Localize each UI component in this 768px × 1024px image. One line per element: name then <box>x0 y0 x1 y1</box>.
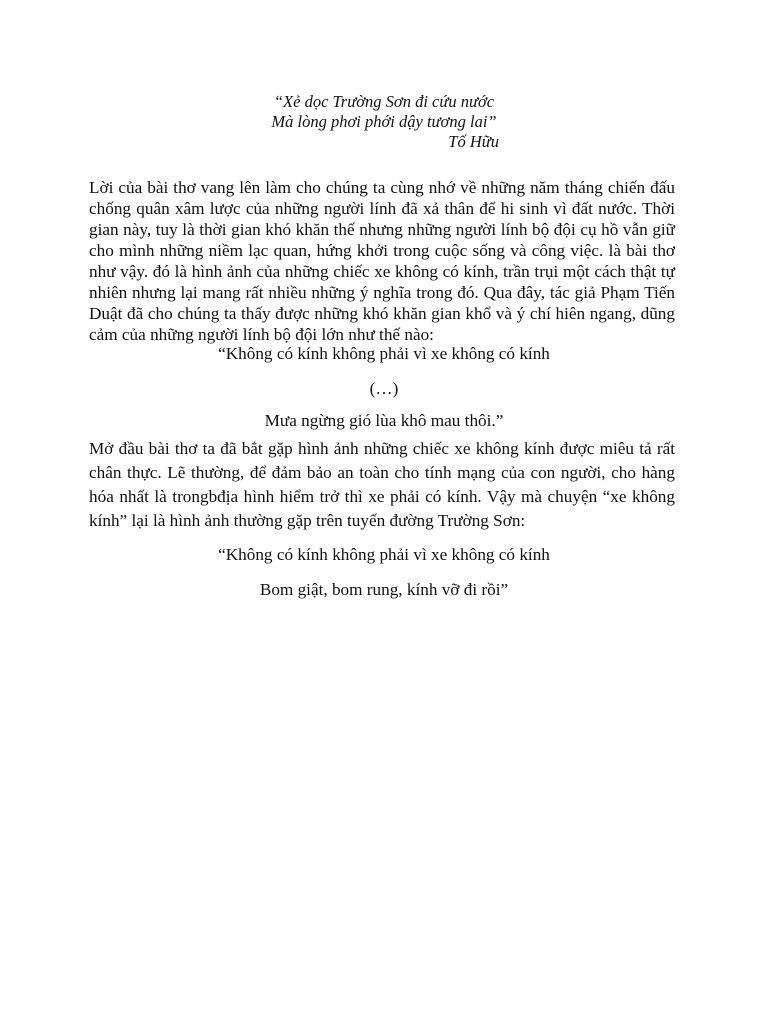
epigraph-line-2: Mà lòng phơi phới dậy tương lai” <box>271 112 497 131</box>
epigraph-line-1: “Xẻ dọc Trường Sơn đi cứu nước <box>273 92 495 111</box>
verse-ellipsis: (…) <box>369 379 399 398</box>
verse-quote-line: “Không có kính không phải vì xe không có kính <box>218 545 550 564</box>
epigraph-author: Tố Hữu <box>448 132 499 151</box>
verse-quote-line: Mưa ngừng gió lùa khô mau thôi.” <box>264 411 504 430</box>
paragraph-intro: Lời của bài thơ vang lên làm cho chúng ta cùng nhớ về những năm tháng chiến đấu chống quân xâm lược của những người lính đã xả thân để hi sinh vì đất nước. Thời gian này, tuy là thời gian khó khăn thế nhưng những người lính bộ đội cụ hồ vẫn giữ cho mình những niềm lạc quan, hứng khởi trong cuộc sống và công việc. là bài thơ như vậy. đó là hình ảnh của những chiếc xe không có kính, trần trụi một cách thật tự nhiên nhưng lại mang rất nhiều những ý nghĩa trong đó. Qua đây, tác giả Phạm Tiến Duật đã cho chúng ta thấy được những khó khăn gian khổ và ý chí hiên ngang, dũng cảm của những người lính bộ đội lớn như thế nào: <box>89 178 675 344</box>
verse-quote-line: “Không có kính không phải vì xe không có kính <box>218 344 550 363</box>
epigraph <box>0 92 768 151</box>
paragraph-analysis: Mở đầu bài thơ ta đã bắt gặp hình ảnh những chiếc xe không kính được miêu tả rất chân thực. Lẽ thường, để đảm bảo an toàn cho tính mạng của con người, cho hàng hóa nhất là trongbđịa hình hiểm trở thì xe phải có kính. Vậy mà chuyện “xe không kính” lại là hình ảnh thường gặp trên tuyến đường Trường Sơn: <box>89 439 675 530</box>
verse-quote-line: Bom giật, bom rung, kính vỡ đi rồi” <box>259 580 509 599</box>
